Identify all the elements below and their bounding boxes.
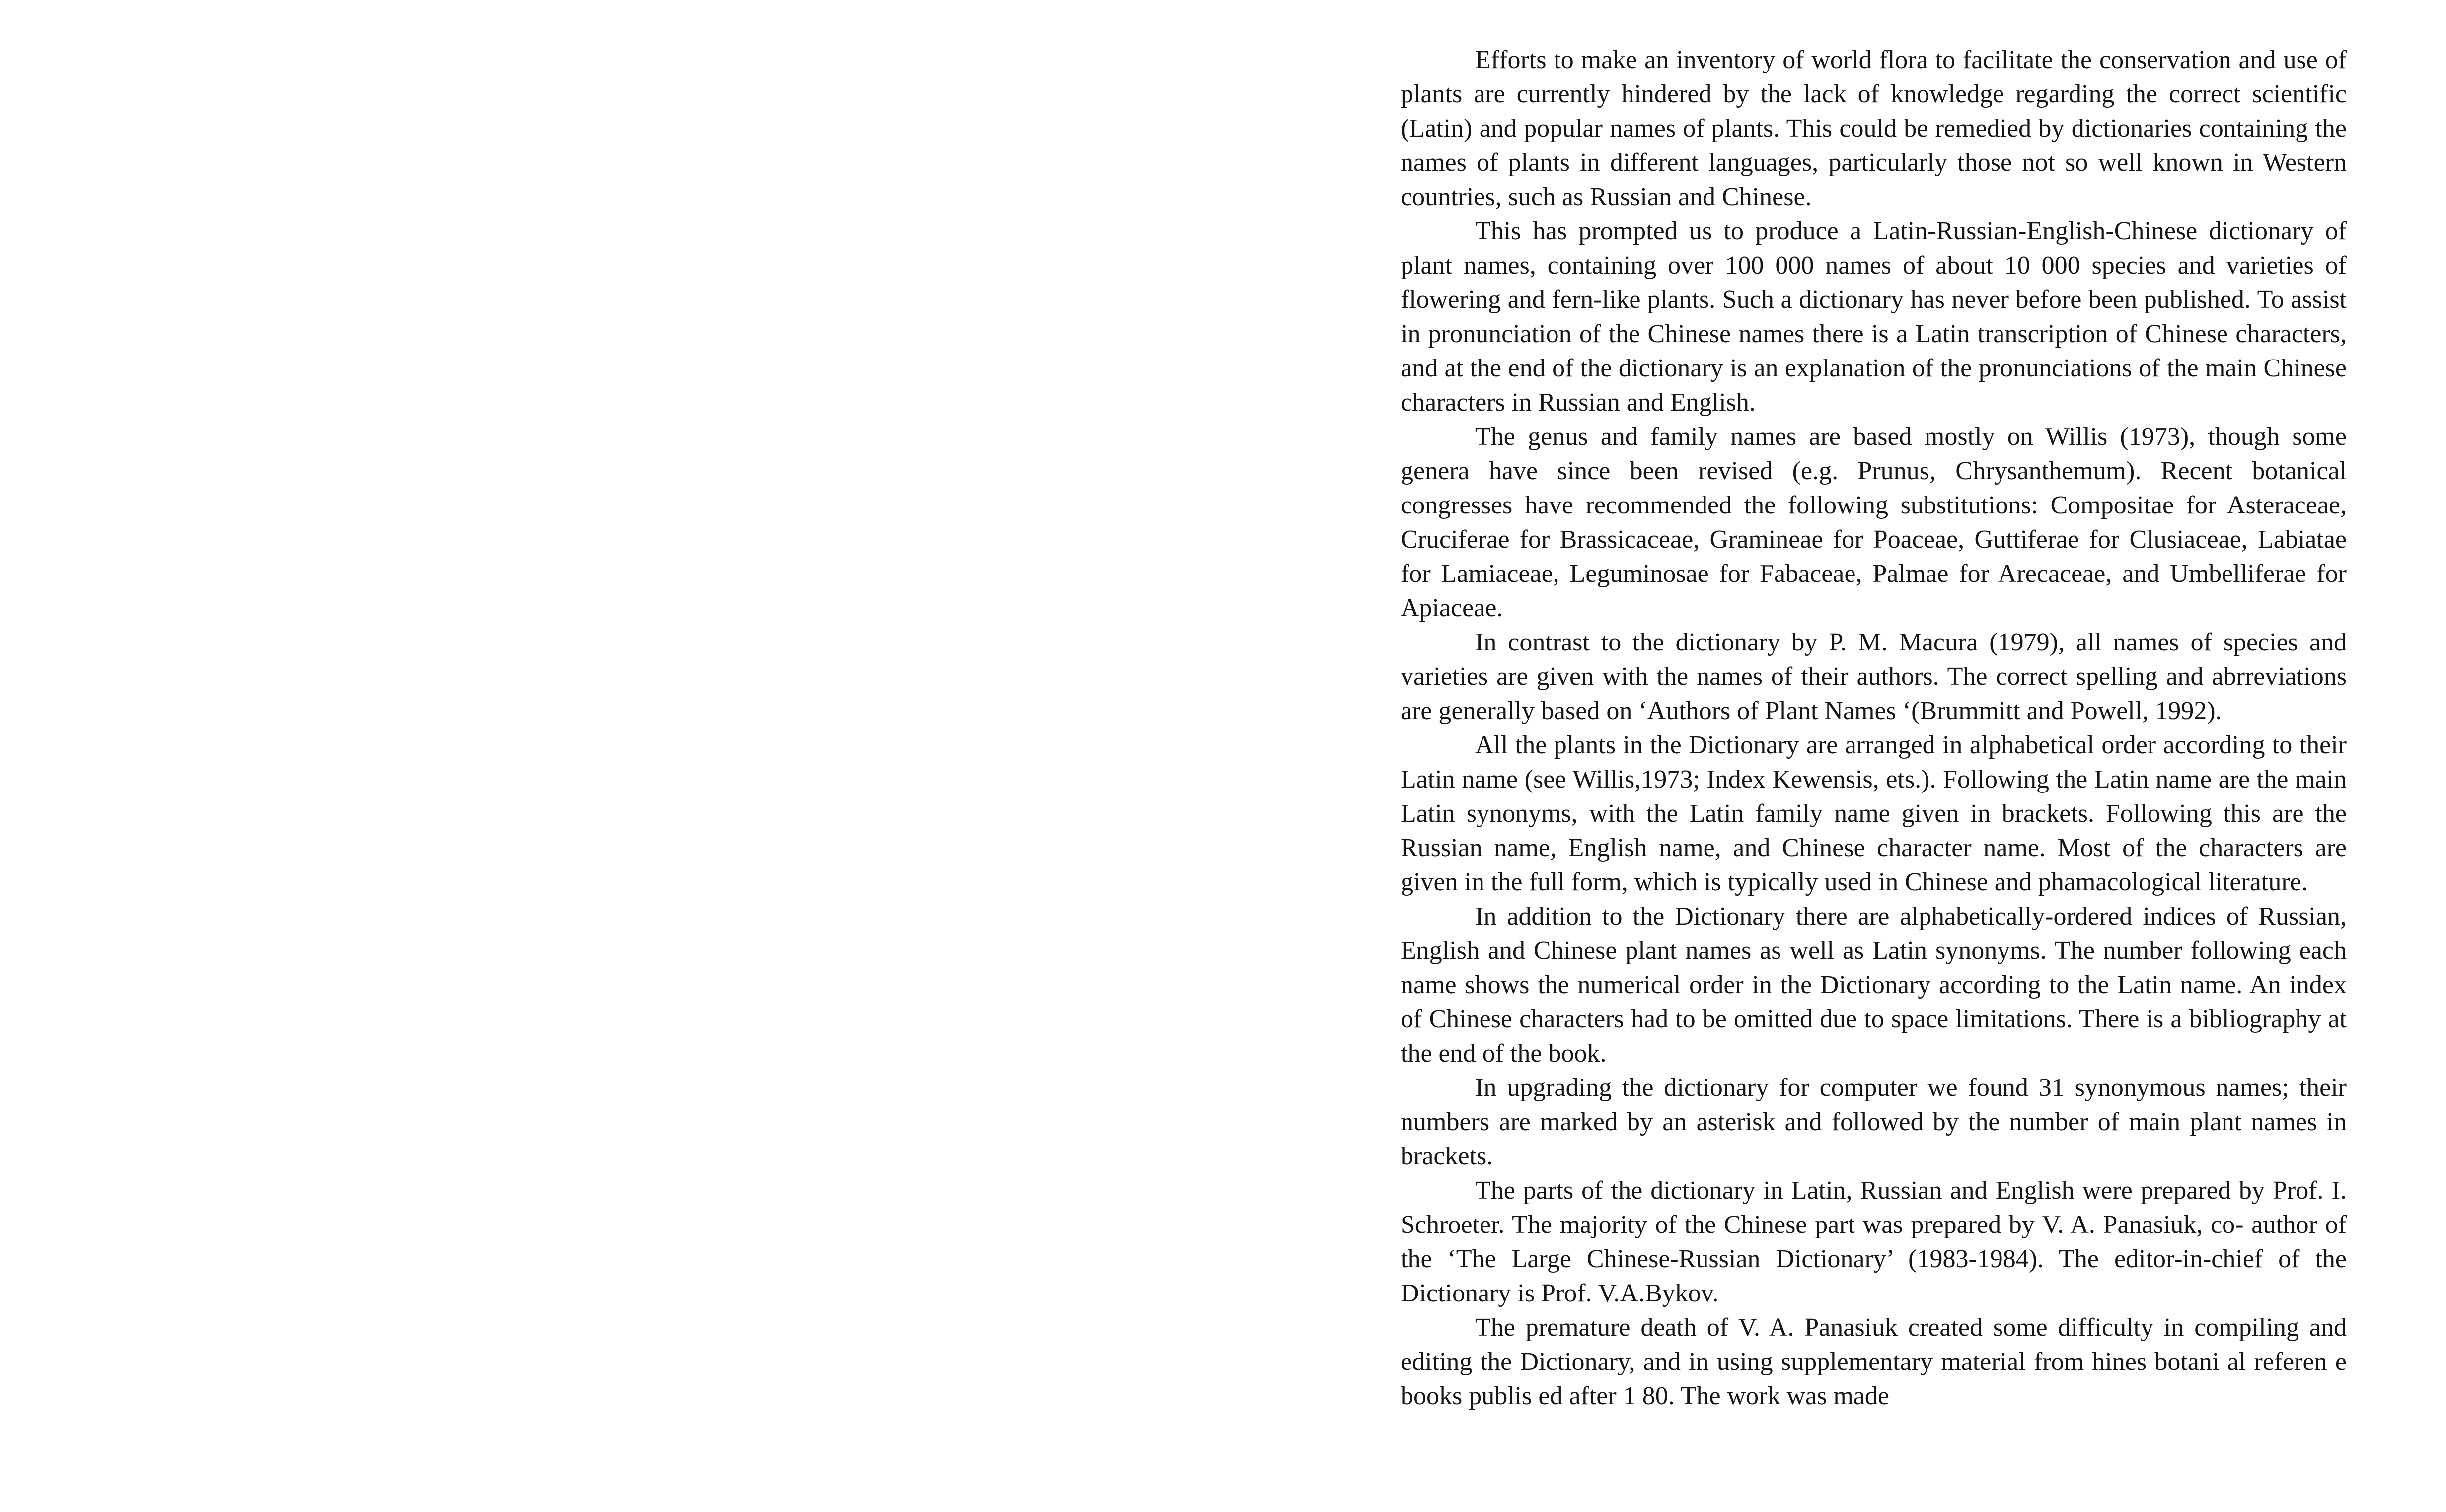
preface-text-column — [1401, 43, 2347, 1512]
paragraph-8: The parts of the dictionary in Latin, Russian and English were prepared by Prof. I. Schroeter. The majority of the Chinese part was prepared by V. A. Panasiuk, co- author of the ‘The Large Chinese-Russian Dictionary’ (1983-1984). The editor-in-chief of the Dictionary is Prof. V.A.Bykov. — [1401, 1176, 2347, 1307]
paragraph-3: The genus and family names are based mostly on Willis (1973), though some genera have since been revised (e.g. Prunus, Chrysanthemum). Recent botanical congresses have recommended the following substitutions: Compositae for Asteraceae, Cruciferae for Brassicaceae, Gramineae for Poaceae, Guttiferae for Clusiaceae, Labiatae for Lamiaceae, Leguminosae for Fabaceae, Palmae for Arecaceae, and Umbelliferae for Apiaceae. — [1401, 423, 2347, 622]
paragraph-4: In contrast to the dictionary by P. M. Macura (1979), all names of species and varieties are given with the names of their authors. The correct spelling and abrreviations are generally based on ‘Authors of Plant Names ‘(Brummitt and Powell, 1992). — [1401, 628, 2347, 725]
paragraph-5: All the plants in the Dictionary are arranged in alphabetical order according to their Latin name (see Willis,1973; Index Kewensis, ets.). Following the Latin name are the main Latin synonyms, with the Latin family name given in brackets. Following this are the Russian name, English name, and Chinese character name. Most of the characters are given in the full form, which is typically used in Chinese and phamacological literature. — [1401, 731, 2347, 896]
paragraph-1: Efforts to make an inventory of world flora to facilitate the conservation and use of plants are currently hindered by the lack of knowledge regarding the correct scientific (Latin) and popular names of plants. This could be remedied by dictionaries containing the names of plants in different languages, particularly those not so well known in Western countries, such as Russian and Chinese. — [1401, 46, 2347, 211]
paragraph-7: In upgrading the dictionary for computer we found 31 synonymous names; their numbers are marked by an asterisk and followed by the number of main plant names in brackets. — [1401, 1074, 2347, 1170]
paragraph-2: This has prompted us to produce a Latin-Russian-English-Chinese dictionary of plant names, containing over 100 000 names of about 10 000 species and varieties of flowering and fern-like plants. Such a dictionary has never before been published. To assist in pronunciation of the Chinese names there is a Latin transcription of Chinese characters, and at the end of the dictionary is an explanation of the pronunciations of the main Chinese characters in Russian and English. — [1401, 217, 2347, 417]
paragraph-9: The premature death of V. A. Panasiuk created some difficulty in compiling and editing the Dictionary, and in using supplementary material from hines botani al referen e books publis ed after 1 80. The work was made — [1401, 1313, 2347, 1410]
paragraph-6: In addition to the Dictionary there are alphabetically-ordered indices of Russian, English and Chinese plant names as well as Latin synonyms. The number following each name shows the numerical order in the Dictionary according to the Latin name. An index of Chinese characters had to be omitted due to space limitations. There is a bibliography at the end of the book. — [1401, 902, 2347, 1068]
